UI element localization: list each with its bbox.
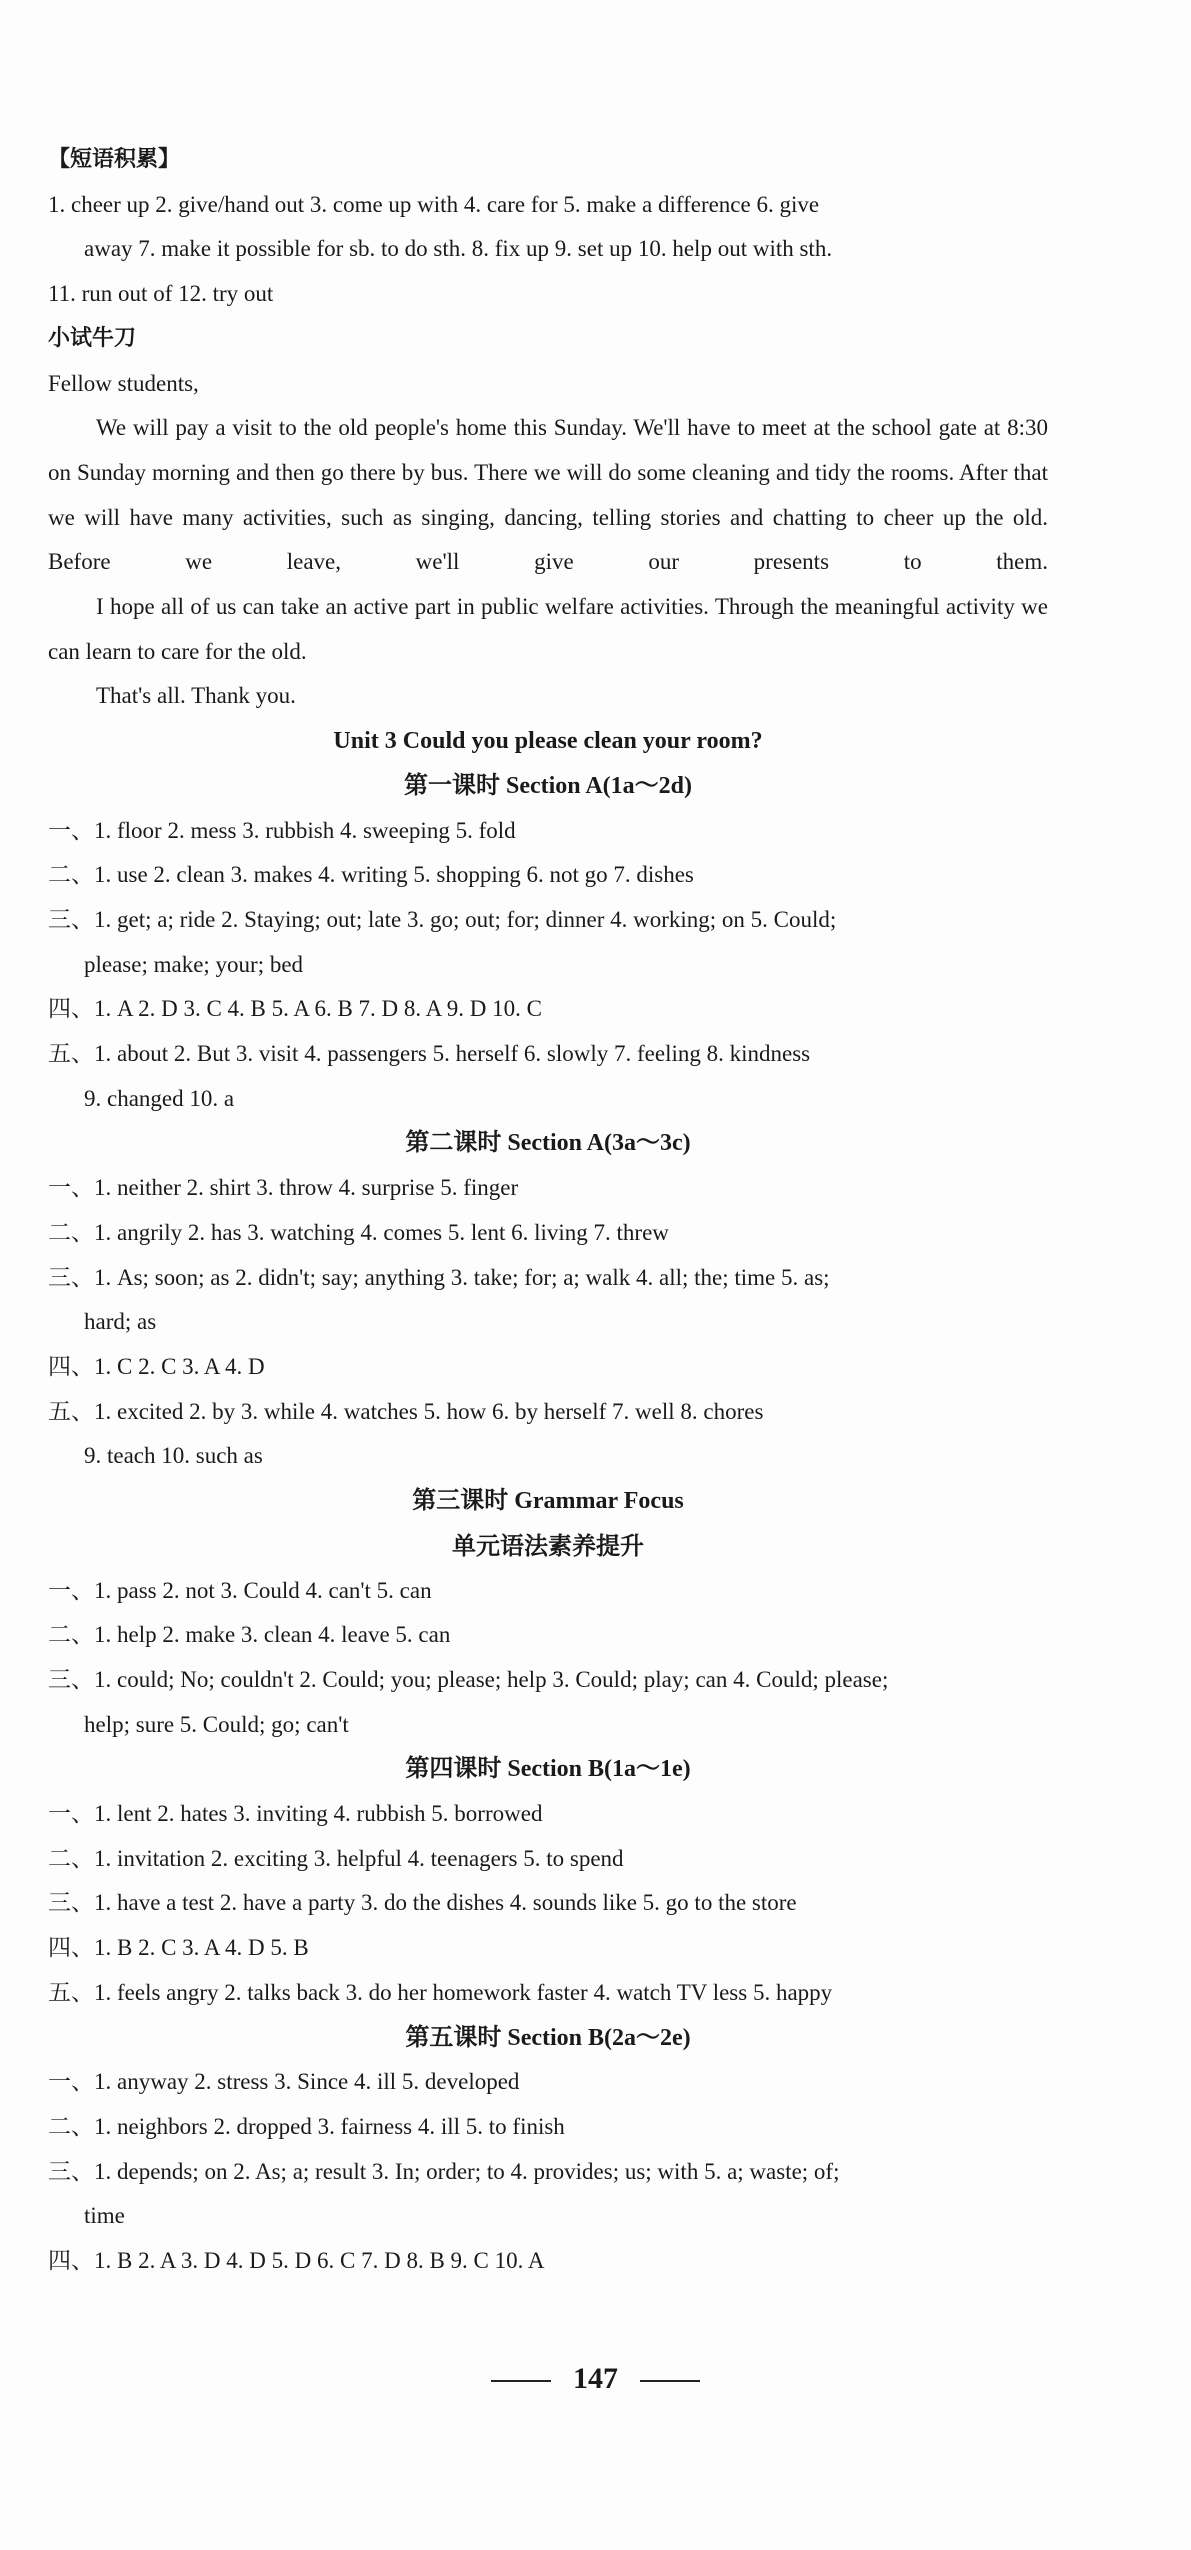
lesson-title: 第一课时 Section A(1a～2d) <box>404 772 692 799</box>
answer-line: 四、1. B 2. C 3. A 4. D 5. B <box>48 1935 309 1961</box>
answer-line: 一、1. lent 2. hates 3. inviting 4. rubbish 5. borrowed <box>48 1801 543 1827</box>
phrase-section-title: 【短语积累】 <box>48 147 181 172</box>
answer-line: 二、1. help 2. make 3. clean 4. leave 5. can <box>48 1622 451 1648</box>
answer-line: 四、1. A 2. D 3. C 4. B 5. A 6. B 7. D 8. A 9. D 10. C <box>48 996 542 1022</box>
page-footer <box>0 2362 1191 2396</box>
phrase-line: away 7. make it possible for sb. to do sth. 8. fix up 9. set up 10. help out with sth. <box>84 236 833 262</box>
answer-line: 五、1. feels angry 2. talks back 3. do her homework faster 4. watch TV less 5. happy <box>48 1979 833 2005</box>
answer-line: 二、1. angrily 2. has 3. watching 4. comes 5. lent 6. living 7. threw <box>48 1219 669 1245</box>
trial-section-title: 小试牛刀 <box>48 325 137 351</box>
letter-greeting: Fellow students, <box>48 370 199 396</box>
page-content <box>48 138 1048 2284</box>
lesson-subtitle: 单元语法素养提升 <box>452 1531 644 1560</box>
answer-line: 四、1. B 2. A 3. D 4. D 5. D 6. C 7. D 8. B 9. C 10. A <box>48 2248 545 2274</box>
letter-closing: That's all. Thank you. <box>96 683 296 709</box>
answer-line: 五、1. excited 2. by 3. while 4. watches 5. how 6. by herself 7. well 8. chores <box>48 1398 764 1424</box>
letter-paragraph-1: We will pay a visit to the old people's home this Sunday. We'll have to meet at the school gate at 8:30 on Sunday morning and then go there by bus. There we will do some cleaning and tidy the rooms. After that we will have many activities, such as singing, dancing, telling stories and chatting to cheer up the old. Before we leave, we'll give our presents to them. <box>48 415 1048 575</box>
answer-line: 一、1. floor 2. mess 3. rubbish 4. sweeping 5. fold <box>48 817 516 843</box>
answer-line: 一、1. pass 2. not 3. Could 4. can't 5. can <box>48 1577 432 1603</box>
answer-line: 二、1. invitation 2. exciting 3. helpful 4. teenagers 5. to spend <box>48 1845 624 1871</box>
lesson-title: 第五课时 Section B(2a～2e) <box>405 2024 691 2051</box>
answer-line: 一、1. anyway 2. stress 3. Since 4. ill 5. developed <box>48 2069 520 2095</box>
phrase-line: 11. run out of 12. try out <box>48 281 274 307</box>
answer-line: please; make; your; bed <box>84 951 304 977</box>
phrase-line: 1. cheer up 2. give/hand out 3. come up with 4. care for 5. make a difference 6. give <box>48 191 820 217</box>
lesson-title: 第三课时 Grammar Focus <box>412 1488 684 1515</box>
answer-line: 三、1. get; a; ride 2. Staying; out; late 3. go; out; for; dinner 4. working; on 5. Could; <box>48 906 837 932</box>
footer-dash-right <box>640 2380 700 2382</box>
answer-line: 三、1. could; No; couldn't 2. Could; you; please; help 3. Could; play; can 4. Could; please; <box>48 1666 889 1692</box>
answer-line: hard; as <box>84 1309 157 1335</box>
answer-line: 三、1. have a test 2. have a party 3. do the dishes 4. sounds like 5. go to the store <box>48 1890 797 1916</box>
footer-dash-left <box>491 2380 551 2382</box>
answer-line: 一、1. neither 2. shirt 3. throw 4. surprise 5. finger <box>48 1175 519 1201</box>
answer-line: 二、1. neighbors 2. dropped 3. fairness 4. ill 5. to finish <box>48 2113 565 2139</box>
answer-line: 三、1. depends; on 2. As; a; result 3. In; order; to 4. provides; us; with 5. a; waste; of; <box>48 2158 840 2184</box>
unit-title: Unit 3 Could you please clean your room? <box>333 728 763 755</box>
answer-line: 五、1. about 2. But 3. visit 4. passengers 5. herself 6. slowly 7. feeling 8. kindness <box>48 1041 811 1067</box>
answer-line: time <box>84 2203 125 2229</box>
answer-line: 9. teach 10. such as <box>84 1443 263 1469</box>
answer-line: help; sure 5. Could; go; can't <box>84 1711 349 1737</box>
lesson-title: 第二课时 Section A(3a～3c) <box>405 1130 691 1157</box>
answer-line: 二、1. use 2. clean 3. makes 4. writing 5. shopping 6. not go 7. dishes <box>48 862 694 888</box>
answer-line: 三、1. As; soon; as 2. didn't; say; anything 3. take; for; a; walk 4. all; the; time 5. as; <box>48 1264 830 1290</box>
answer-line: 9. changed 10. a <box>84 1085 235 1111</box>
answer-line: 四、1. C 2. C 3. A 4. D <box>48 1353 265 1379</box>
page-number: 147 <box>573 2362 618 2395</box>
lesson-title: 第四课时 Section B(1a～1e) <box>405 1756 691 1783</box>
letter-paragraph-2: I hope all of us can take an active part in public welfare activities. Through the meaningful activity we can learn to care for the old. <box>48 594 1048 664</box>
